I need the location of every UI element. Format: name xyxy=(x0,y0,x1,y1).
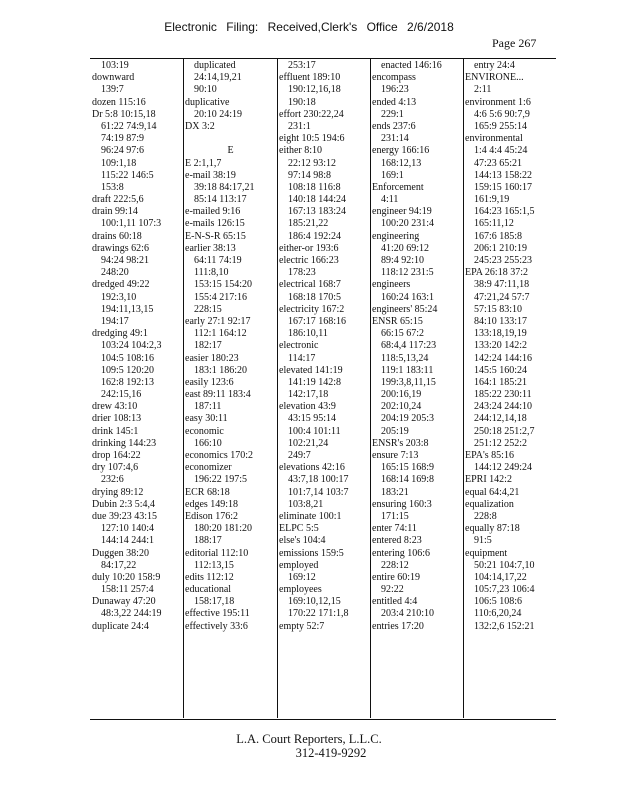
index-entry: edges 149:18 xyxy=(185,498,239,510)
index-entry: electrical 168:7 xyxy=(279,279,341,291)
index-continuation: 2:11 xyxy=(474,84,492,96)
index-entry: dozen 115:16 xyxy=(92,96,146,108)
index-continuation: 165:9 255:14 xyxy=(474,120,528,132)
reporter-phone: 312-419-9292 xyxy=(295,746,367,760)
index-continuation: 91:5 xyxy=(474,535,492,547)
index-continuation: 100:1,11 107:3 xyxy=(101,218,162,230)
index-continuation: 228:15 xyxy=(194,303,222,315)
index-continuation: 244:12,14,18 xyxy=(474,413,527,425)
index-continuation: 89:4 92:10 xyxy=(381,255,425,266)
index-continuation: 153:8 xyxy=(101,181,124,193)
index-continuation: 109:1,18 xyxy=(101,157,137,169)
index-continuation: 4:11 xyxy=(381,194,399,206)
index-entry: easily 123:6 xyxy=(185,376,234,388)
index-continuation: 159:15 160:17 xyxy=(474,181,533,193)
index-continuation: 185:22 230:11 xyxy=(474,389,532,401)
index-continuation: 231:14 xyxy=(381,133,409,145)
index-continuation: 170:22 171:1,8 xyxy=(288,608,349,620)
index-entry: entered 8:23 xyxy=(372,535,422,547)
index-continuation: 160:24 163:1 xyxy=(381,291,435,303)
index-entry: drier 108:13 xyxy=(92,413,142,425)
index-continuation: 190:12,16,18 xyxy=(288,84,341,96)
index-entry: equally 87:18 xyxy=(465,523,520,535)
index-continuation: 144:13 158:22 xyxy=(474,169,533,181)
index-entry: electricity 167:2 xyxy=(279,303,345,315)
index-continuation: 188:17 xyxy=(194,535,222,547)
index-continuation: 165:11,12 xyxy=(474,218,514,230)
index-entry: elevation 43:9 xyxy=(279,401,336,413)
index-entry: drink 145:1 xyxy=(92,425,139,437)
section-letter: E xyxy=(227,145,234,157)
index-continuation: 200:16,19 xyxy=(381,389,422,401)
index-entry: EPA 26:18 37:2 xyxy=(465,267,528,279)
index-continuation: 196:23 xyxy=(381,84,409,96)
index-column-3 xyxy=(279,60,369,716)
index-continuation: 104:5 108:16 xyxy=(101,352,155,364)
index-entry: else's 104:4 xyxy=(279,535,326,547)
index-continuation: 74:19 87:9 xyxy=(101,133,145,145)
page-number: Page 267 xyxy=(492,36,537,50)
index-continuation: 144:14 244:1 xyxy=(101,535,155,547)
index-continuation: 141:19 142:8 xyxy=(288,376,342,388)
filing-header: Electronic Filing: Received,Clerk's Office 2/6/2018 xyxy=(164,20,454,34)
index-continuation: 242:15,16 xyxy=(101,389,142,401)
index-continuation: 228:12 xyxy=(381,559,409,571)
index-entry: eliminate 100:1 xyxy=(279,510,342,522)
index-entry: Edison 176:2 xyxy=(185,510,239,522)
index-entry: empty 52:7 xyxy=(279,620,325,632)
index-entry: entries 17:20 xyxy=(372,620,424,632)
index-entry: easier 180:23 xyxy=(185,352,239,364)
index-entry: E-N-S-R 65:15 xyxy=(185,230,246,242)
index-entry: ends 237:6 xyxy=(372,120,416,132)
index-entry: ENSR's 203:8 xyxy=(372,437,429,449)
index-continuation: 84:17,22 xyxy=(101,559,137,571)
index-continuation: 167:17 168:16 xyxy=(288,315,347,327)
index-entry: Dunaway 47:20 xyxy=(92,596,156,608)
index-continuation: 112:13,15 xyxy=(194,559,234,571)
index-entry: elevations 42:16 xyxy=(279,462,345,474)
index-continuation: 103:19 xyxy=(101,60,129,71)
index-continuation: 20:10 24:19 xyxy=(194,108,243,120)
index-column-4 xyxy=(372,60,462,716)
index-entry: Enforcement xyxy=(372,181,424,193)
column-divider xyxy=(277,58,278,718)
index-entry: ended 4:13 xyxy=(372,96,417,108)
index-continuation: 205:19 xyxy=(381,425,409,437)
index-continuation: 47:21,24 57:7 xyxy=(474,291,530,303)
index-continuation: 106:5 108:6 xyxy=(474,596,523,608)
index-entry: engineering xyxy=(372,230,420,242)
index-entry: environmental xyxy=(465,133,523,145)
index-entry: drawings 62:6 xyxy=(92,242,149,254)
index-continuation: 48:3,22 244:19 xyxy=(101,608,162,620)
index-continuation: 64:11 74:19 xyxy=(194,255,242,266)
index-continuation: 110:6,20,24 xyxy=(474,608,522,620)
index-entry: e-mails 126:15 xyxy=(185,218,245,230)
index-entry: electric 166:23 xyxy=(279,255,339,266)
index-continuation: entry 24:4 xyxy=(474,60,515,71)
index-continuation: 203:4 210:10 xyxy=(381,608,435,620)
index-entry: ensuring 160:3 xyxy=(372,498,432,510)
index-continuation: 118:12 231:5 xyxy=(381,267,434,279)
index-entry: edits 112:12 xyxy=(185,571,234,583)
index-entry: Dr 5:8 10:15,18 xyxy=(92,108,156,120)
index-entry: economics 170:2 xyxy=(185,450,254,461)
index-entry: E 2:1,1,7 xyxy=(185,157,222,169)
index-entry: engineers' 85:24 xyxy=(372,303,438,315)
index-entry: duplicative xyxy=(185,96,230,108)
index-continuation: 94:24 98:21 xyxy=(101,255,150,266)
index-entry: downward xyxy=(92,72,135,84)
index-continuation: 178:23 xyxy=(288,267,316,279)
index-continuation: 68:4,4 117:23 xyxy=(381,340,437,352)
index-continuation: 228:8 xyxy=(474,510,497,522)
index-continuation: 43:7,18 100:17 xyxy=(288,474,349,486)
index-entry: emissions 159:5 xyxy=(279,547,344,559)
index-continuation: 103:8,21 xyxy=(288,498,324,510)
index-entry: Dubin 2:3 5:4,4 xyxy=(92,498,156,510)
index-entry: educational xyxy=(185,584,232,596)
index-continuation: 180:20 181:20 xyxy=(194,523,253,535)
index-entry: entitled 4:4 xyxy=(372,596,418,608)
index-continuation: 248:20 xyxy=(101,267,129,279)
index-continuation: 187:11 xyxy=(194,401,222,413)
index-continuation: 104:14,17,22 xyxy=(474,571,527,583)
index-continuation: 199:3,8,11,15 xyxy=(381,376,436,388)
index-continuation: 43:15 95:14 xyxy=(288,413,337,425)
index-column-1 xyxy=(92,60,182,716)
index-entry: engineer 94:19 xyxy=(372,206,432,218)
index-continuation: 202:10,24 xyxy=(381,401,422,413)
index-entry: energy 166:16 xyxy=(372,145,430,157)
index-entry: economizer xyxy=(185,462,232,474)
reporter-company: L.A. Court Reporters, L.L.C. xyxy=(236,732,382,746)
index-entry: effectively 33:6 xyxy=(185,620,248,632)
index-continuation: 96:24 97:6 xyxy=(101,145,145,157)
index-continuation: 114:17 xyxy=(288,352,316,364)
index-continuation: 229:1 xyxy=(381,108,404,120)
index-entry: drinking 144:23 xyxy=(92,437,157,449)
index-continuation: 164:23 165:1,5 xyxy=(474,206,535,218)
index-entry: drain 99:14 xyxy=(92,206,138,218)
index-entry: EPRI 142:2 xyxy=(465,474,512,486)
index-entry: dry 107:4,6 xyxy=(92,462,139,474)
index-continuation: 140:18 144:24 xyxy=(288,194,347,206)
index-continuation: 100:4 101:11 xyxy=(288,425,341,437)
index-entry: employees xyxy=(279,584,322,596)
index-continuation: 109:5 120:20 xyxy=(101,364,155,376)
index-entry: drop 164:22 xyxy=(92,450,141,461)
index-continuation: 169:12 xyxy=(288,571,316,583)
index-continuation: 166:10 xyxy=(194,437,222,449)
index-entry: earlier 38:13 xyxy=(185,242,236,254)
index-continuation: 243:24 244:10 xyxy=(474,401,533,413)
index-continuation: 186:4 192:24 xyxy=(288,230,342,242)
index-continuation: 245:23 255:23 xyxy=(474,255,533,266)
index-continuation: 253:17 xyxy=(288,60,316,71)
index-continuation: 249:7 xyxy=(288,450,311,461)
index-entry: early 27:1 92:17 xyxy=(185,315,251,327)
index-continuation: 133:20 142:2 xyxy=(474,340,528,352)
index-entry: drying 89:12 xyxy=(92,486,144,498)
index-entry: e-mailed 9:16 xyxy=(185,206,241,218)
index-entry: ENVIRONE... xyxy=(465,72,524,84)
index-column-5 xyxy=(465,60,555,716)
index-continuation: 165:15 168:9 xyxy=(381,462,435,474)
index-continuation: 158:17,18 xyxy=(194,596,235,608)
index-continuation: 169:1 xyxy=(381,169,404,181)
index-continuation: 115:22 146:5 xyxy=(101,169,154,181)
index-continuation: 161:9,19 xyxy=(474,194,510,206)
index-continuation: 182:17 xyxy=(194,340,222,352)
index-entry: easy 30:11 xyxy=(185,413,228,425)
index-continuation: 47:23 65:21 xyxy=(474,157,523,169)
index-entry: drains 60:18 xyxy=(92,230,142,242)
index-entry: employed xyxy=(279,559,319,571)
index-entry: either-or 193:6 xyxy=(279,242,339,254)
index-continuation: 24:14,19,21 xyxy=(194,72,242,84)
index-continuation: 101:7,14 103:7 xyxy=(288,486,349,498)
index-continuation: 103:24 104:2,3 xyxy=(101,340,162,352)
column-divider xyxy=(463,58,464,718)
index-continuation: 66:15 67:2 xyxy=(381,328,425,340)
index-continuation: 192:3,10 xyxy=(101,291,137,303)
column-divider xyxy=(370,58,371,718)
index-entry: equal 64:4,21 xyxy=(465,486,520,498)
index-continuation: 112:1 164:12 xyxy=(194,328,247,340)
index-continuation: 167:6 185:8 xyxy=(474,230,523,242)
index-entry: dredging 49:1 xyxy=(92,328,148,340)
index-continuation: 190:18 xyxy=(288,96,316,108)
index-entry: e-mail 38:19 xyxy=(185,169,236,181)
index-continuation: 142:24 144:16 xyxy=(474,352,533,364)
index-continuation: 185:21,22 xyxy=(288,218,329,230)
index-continuation: 250:18 251:2,7 xyxy=(474,425,535,437)
index-continuation: 61:22 74:9,14 xyxy=(101,120,157,132)
index-continuation: 231:1 xyxy=(288,120,311,132)
index-entry: EPA's 85:16 xyxy=(465,450,514,461)
index-continuation: 1:4 4:4 45:24 xyxy=(474,145,528,157)
index-entry: enter 74:11 xyxy=(372,523,417,535)
index-entry: equalization xyxy=(465,498,514,510)
column-divider xyxy=(183,58,184,718)
index-continuation: 108:18 116:8 xyxy=(288,181,341,193)
index-continuation: 127:10 140:4 xyxy=(101,523,155,535)
index-entry: draft 222:5,6 xyxy=(92,194,144,206)
index-entry: duplicate 24:4 xyxy=(92,620,149,632)
index-continuation: 183:1 186:20 xyxy=(194,364,248,376)
index-continuation: 144:12 249:24 xyxy=(474,462,533,474)
index-continuation: 194:17 xyxy=(101,315,129,327)
index-entry: electronic xyxy=(279,340,319,352)
index-entry: eight 10:5 194:6 xyxy=(279,133,345,145)
index-entry: ELPC 5:5 xyxy=(279,523,319,535)
index-continuation: 168:12,13 xyxy=(381,157,422,169)
index-continuation: 50:21 104:7,10 xyxy=(474,559,535,571)
index-continuation: 133:18,19,19 xyxy=(474,328,527,340)
index-continuation: 85:14 113:17 xyxy=(194,194,247,206)
index-entry: drew 43:10 xyxy=(92,401,138,413)
index-continuation: 167:13 183:24 xyxy=(288,206,347,218)
index-continuation: 97:14 98:8 xyxy=(288,169,332,181)
index-continuation: 4:6 5:6 90:7,9 xyxy=(474,108,530,120)
index-continuation: 206:1 210:19 xyxy=(474,242,528,254)
index-entry: engineers xyxy=(372,279,411,291)
index-continuation: 22:12 93:12 xyxy=(288,157,337,169)
index-entry: dredged 49:22 xyxy=(92,279,150,291)
index-continuation: 105:7,23 106:4 xyxy=(474,584,535,596)
index-entry: editorial 112:10 xyxy=(185,547,249,559)
index-continuation: 111:8,10 xyxy=(194,267,229,279)
index-entry: elevated 141:19 xyxy=(279,364,343,376)
index-entry: entering 106:6 xyxy=(372,547,431,559)
index-continuation: 139:7 xyxy=(101,84,124,96)
index-continuation: 168:14 169:8 xyxy=(381,474,435,486)
index-entry: effort 230:22,24 xyxy=(279,108,344,120)
index-continuation: 84:10 133:17 xyxy=(474,315,528,327)
index-continuation: 232:6 xyxy=(101,474,124,486)
index-continuation: 142:17,18 xyxy=(288,389,329,401)
index-continuation: 204:19 205:3 xyxy=(381,413,435,425)
index-continuation: 92:22 xyxy=(381,584,404,596)
index-continuation: enacted 146:16 xyxy=(381,60,442,71)
index-continuation: 169:10,12,15 xyxy=(288,596,341,608)
index-continuation: duplicated xyxy=(194,60,236,71)
footer xyxy=(0,732,618,760)
index-continuation: 162:8 192:13 xyxy=(101,376,155,388)
index-continuation: 155:4 217:16 xyxy=(194,291,248,303)
index-continuation: 102:21,24 xyxy=(288,437,329,449)
index-entry: effluent 189:10 xyxy=(279,72,341,84)
index-continuation: 164:1 185:21 xyxy=(474,376,528,388)
index-continuation: 251:12 252:2 xyxy=(474,437,528,449)
index-entry: ENSR 65:15 xyxy=(372,315,423,327)
index-entry: either 8:10 xyxy=(279,145,323,157)
index-continuation: 168:18 170:5 xyxy=(288,291,342,303)
index-continuation: 132:2,6 152:21 xyxy=(474,620,535,632)
index-entry: environment 1:6 xyxy=(465,96,531,108)
index-entry: due 39:23 43:15 xyxy=(92,510,157,522)
index-entry: DX 3:2 xyxy=(185,120,215,132)
index-continuation: 38:9 47:11,18 xyxy=(474,279,530,291)
index-continuation: 100:20 231:4 xyxy=(381,218,435,230)
index-continuation: 118:5,13,24 xyxy=(381,352,429,364)
index-continuation: 119:1 183:11 xyxy=(381,364,434,376)
index-entry: economic xyxy=(185,425,224,437)
index-entry: encompass xyxy=(372,72,416,84)
index-entry: duly 10:20 158:9 xyxy=(92,571,161,583)
index-continuation: 158:11 257:4 xyxy=(101,584,154,596)
index-continuation: 153:15 154:20 xyxy=(194,279,253,291)
index-entry: entire 60:19 xyxy=(372,571,421,583)
index-entry: ECR 68:18 xyxy=(185,486,230,498)
blank-line xyxy=(185,133,276,145)
index-entry: equipment xyxy=(465,547,508,559)
index-continuation: 186:10,11 xyxy=(288,328,328,340)
index-continuation: 145:5 160:24 xyxy=(474,364,528,376)
index-continuation: 171:15 xyxy=(381,510,409,522)
index-entry: Duggen 38:20 xyxy=(92,547,149,559)
index-column-2 xyxy=(185,60,276,716)
index-entry: effective 195:11 xyxy=(185,608,250,620)
index-continuation: 41:20 69:12 xyxy=(381,242,430,254)
index-continuation: 196:22 197:5 xyxy=(194,474,248,486)
index-continuation: 39:18 84:17,21 xyxy=(194,181,255,193)
index-entry: east 89:11 183:4 xyxy=(185,389,251,401)
index-continuation: 57:15 83:10 xyxy=(474,303,523,315)
index-continuation: 194:11,13,15 xyxy=(101,303,154,315)
index-continuation: 90:10 xyxy=(194,84,217,96)
index-entry: ensure 7:13 xyxy=(372,450,419,461)
index-continuation: 183:21 xyxy=(381,486,409,498)
